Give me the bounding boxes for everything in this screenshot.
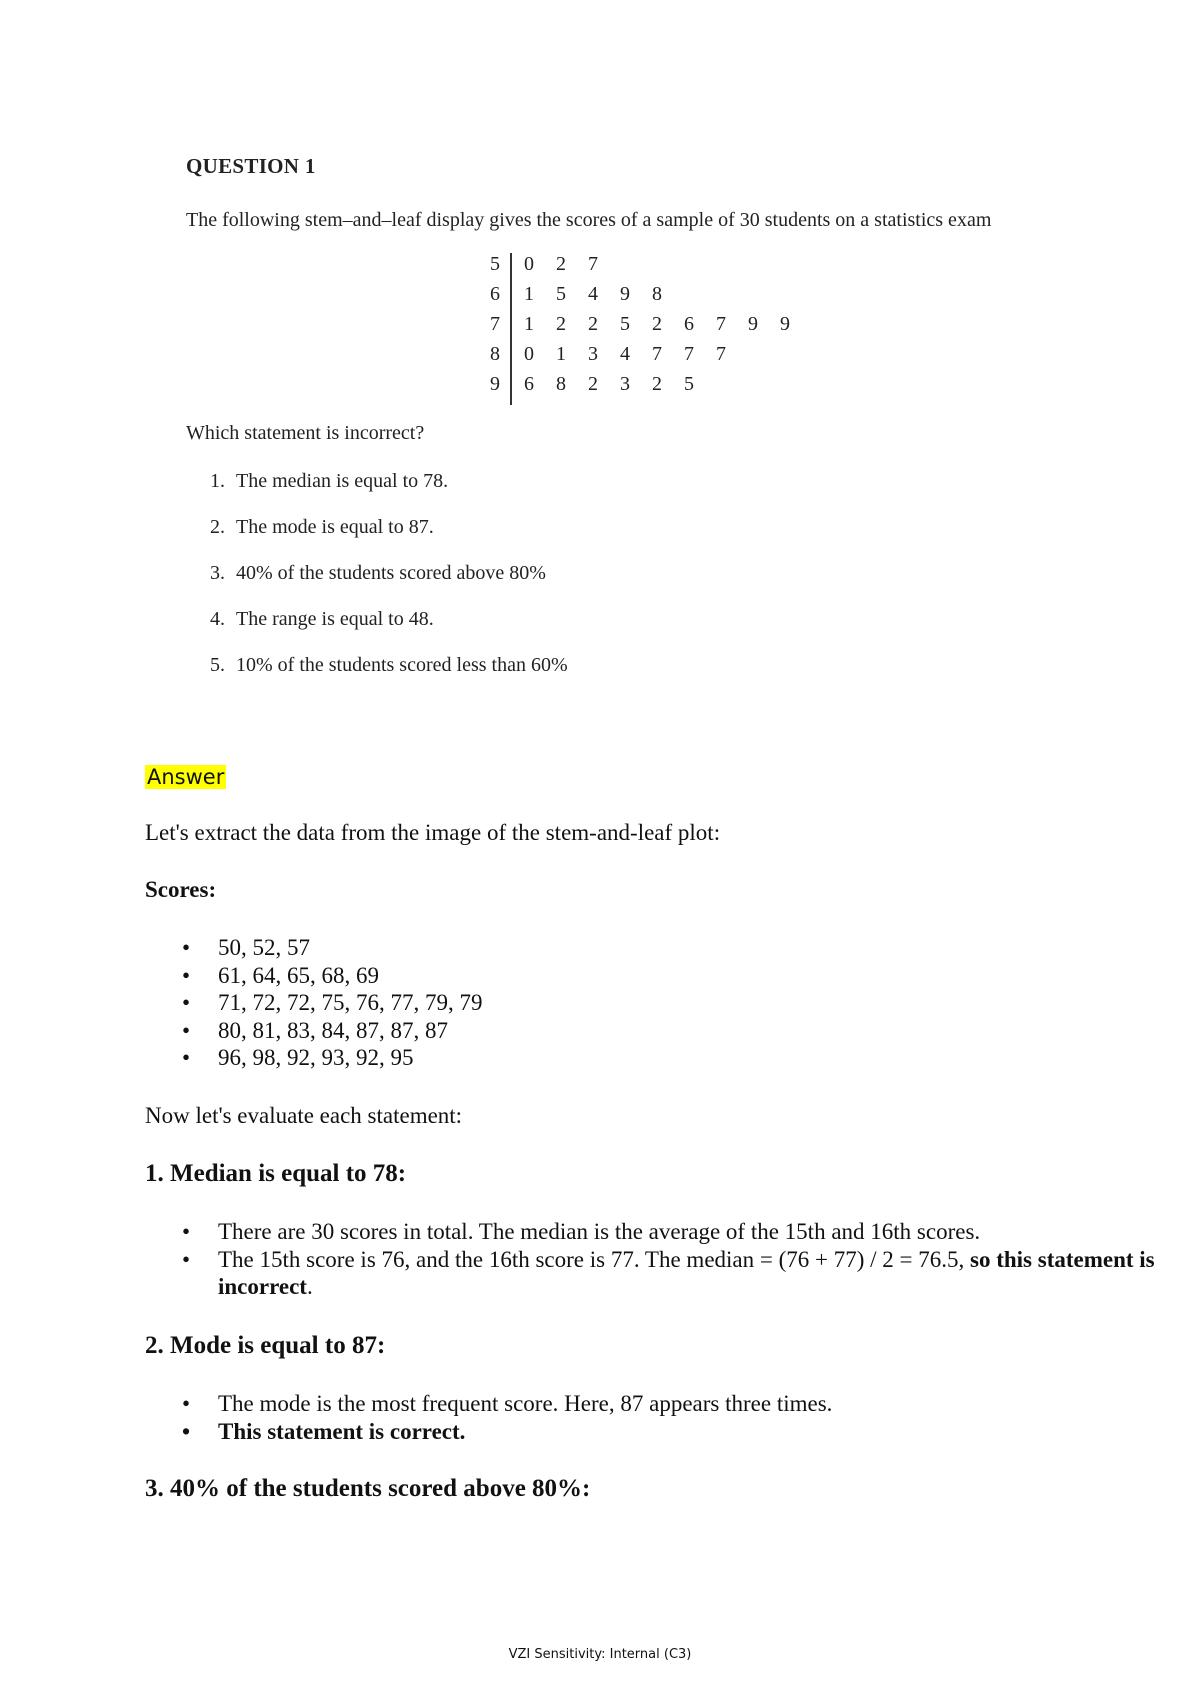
mode-points	[145, 1390, 832, 1445]
median-points	[145, 1218, 1200, 1301]
option-number: 5.	[210, 654, 225, 676]
list-item: • 96, 98, 92, 93, 92, 95	[145, 1044, 483, 1072]
option-item	[210, 470, 568, 516]
list-item: • There are 30 scores in total. The median is the average of the 15th and 16th scores.	[145, 1218, 1200, 1246]
answer-options	[210, 470, 568, 700]
option-item	[210, 516, 568, 562]
leaf-value: 4	[620, 343, 630, 365]
list-item: • 50, 52, 57	[145, 934, 483, 962]
leaf-value: 8	[652, 283, 662, 305]
leaf-value: 7	[716, 313, 726, 335]
leaf-group	[524, 253, 620, 276]
leaf-value: 6	[524, 373, 534, 395]
leaf-value: 4	[588, 283, 598, 305]
evaluate-intro: Now let's evaluate each statement:	[145, 1103, 463, 1128]
sensitivity-footer: VZI Sensitivity: Internal (C3)	[508, 1647, 692, 1662]
leaf-value: 2	[588, 313, 598, 335]
option-text: The median is equal to 78.	[236, 470, 449, 492]
list-item: • 71, 72, 72, 75, 76, 77, 79, 79	[145, 989, 483, 1017]
option-number: 4.	[210, 608, 225, 630]
leaf-value: 7	[716, 343, 726, 365]
scores-label: Scores:	[145, 877, 217, 902]
stem-value: 9	[490, 373, 500, 395]
stem-value: 6	[490, 283, 500, 305]
mode-heading: 2. Mode is equal to 87:	[145, 1332, 386, 1359]
question-prompt: Which statement is incorrect?	[186, 422, 425, 444]
leaf-value: 9	[748, 313, 758, 335]
list-item	[145, 1246, 1200, 1301]
leaf-value: 8	[556, 373, 566, 395]
leaf-value: 1	[556, 343, 566, 365]
list-item: • The mode is the most frequent score. Here, 87 appears three times.	[145, 1390, 832, 1418]
leaf-value: 5	[684, 373, 694, 395]
stem-value: 7	[490, 313, 500, 335]
question-title: QUESTION 1	[186, 154, 316, 178]
leaf-value: 1	[524, 313, 534, 335]
option-item	[210, 562, 568, 608]
median-period: .	[306, 1274, 313, 1299]
median-verdict: so this statement is incorrect	[218, 1246, 1155, 1299]
leaf-value: 0	[524, 343, 534, 365]
option-text: 40% of the students scored above 80%	[236, 562, 546, 584]
option-number: 2.	[210, 516, 225, 538]
leaf-value: 9	[620, 283, 630, 305]
option-text: 10% of the students scored less than 60%	[236, 654, 568, 676]
leaf-value: 7	[684, 343, 694, 365]
leaf-value: 9	[780, 313, 790, 335]
leaf-value: 2	[556, 313, 566, 335]
leaf-group	[524, 373, 716, 396]
list-item: • 61, 64, 65, 68, 69	[145, 962, 483, 990]
leaf-value: 6	[684, 313, 694, 335]
leaf-value: 1	[524, 283, 534, 305]
question-intro: The following stem–and–leaf display gives the scores of a sample of 30 students on a statistics exam	[186, 209, 992, 231]
stem-divider-line	[510, 253, 512, 405]
leaf-value: 5	[556, 283, 566, 305]
leaf-value: 3	[620, 373, 630, 395]
list-item: • 80, 81, 83, 84, 87, 87, 87	[145, 1017, 483, 1045]
leaf-value: 2	[652, 373, 662, 395]
leaf-group	[524, 343, 748, 366]
leaf-value: 5	[620, 313, 630, 335]
option-text: The range is equal to 48.	[236, 608, 434, 630]
leaf-value: 3	[588, 343, 598, 365]
leaf-value: 7	[588, 253, 598, 275]
stem-value: 8	[490, 343, 500, 365]
leaf-group	[524, 313, 812, 336]
answer-highlight-label: Answer	[147, 765, 225, 789]
list-item: • This statement is correct.	[145, 1418, 832, 1446]
option-number: 3.	[210, 562, 225, 584]
leaf-value: 7	[652, 343, 662, 365]
percent-heading: 3. 40% of the students scored above 80%:	[145, 1475, 591, 1502]
answer-intro: Let's extract the data from the image of the stem-and-leaf plot:	[145, 820, 721, 845]
leaf-value: 2	[652, 313, 662, 335]
leaf-value: 0	[524, 253, 534, 275]
option-number: 1.	[210, 470, 225, 492]
leaf-group	[524, 283, 684, 306]
option-item	[210, 654, 568, 700]
leaf-value: 2	[588, 373, 598, 395]
median-calc-text: The 15th score is 76, and the 16th score is 77. The median = (76 + 77) / 2 = 76.5,	[218, 1246, 970, 1272]
scores-list	[145, 934, 483, 1072]
median-heading: 1. Median is equal to 78:	[145, 1160, 407, 1187]
leaf-value: 2	[556, 253, 566, 275]
option-item	[210, 608, 568, 654]
stem-value: 5	[490, 253, 500, 275]
option-text: The mode is equal to 87.	[236, 516, 434, 538]
